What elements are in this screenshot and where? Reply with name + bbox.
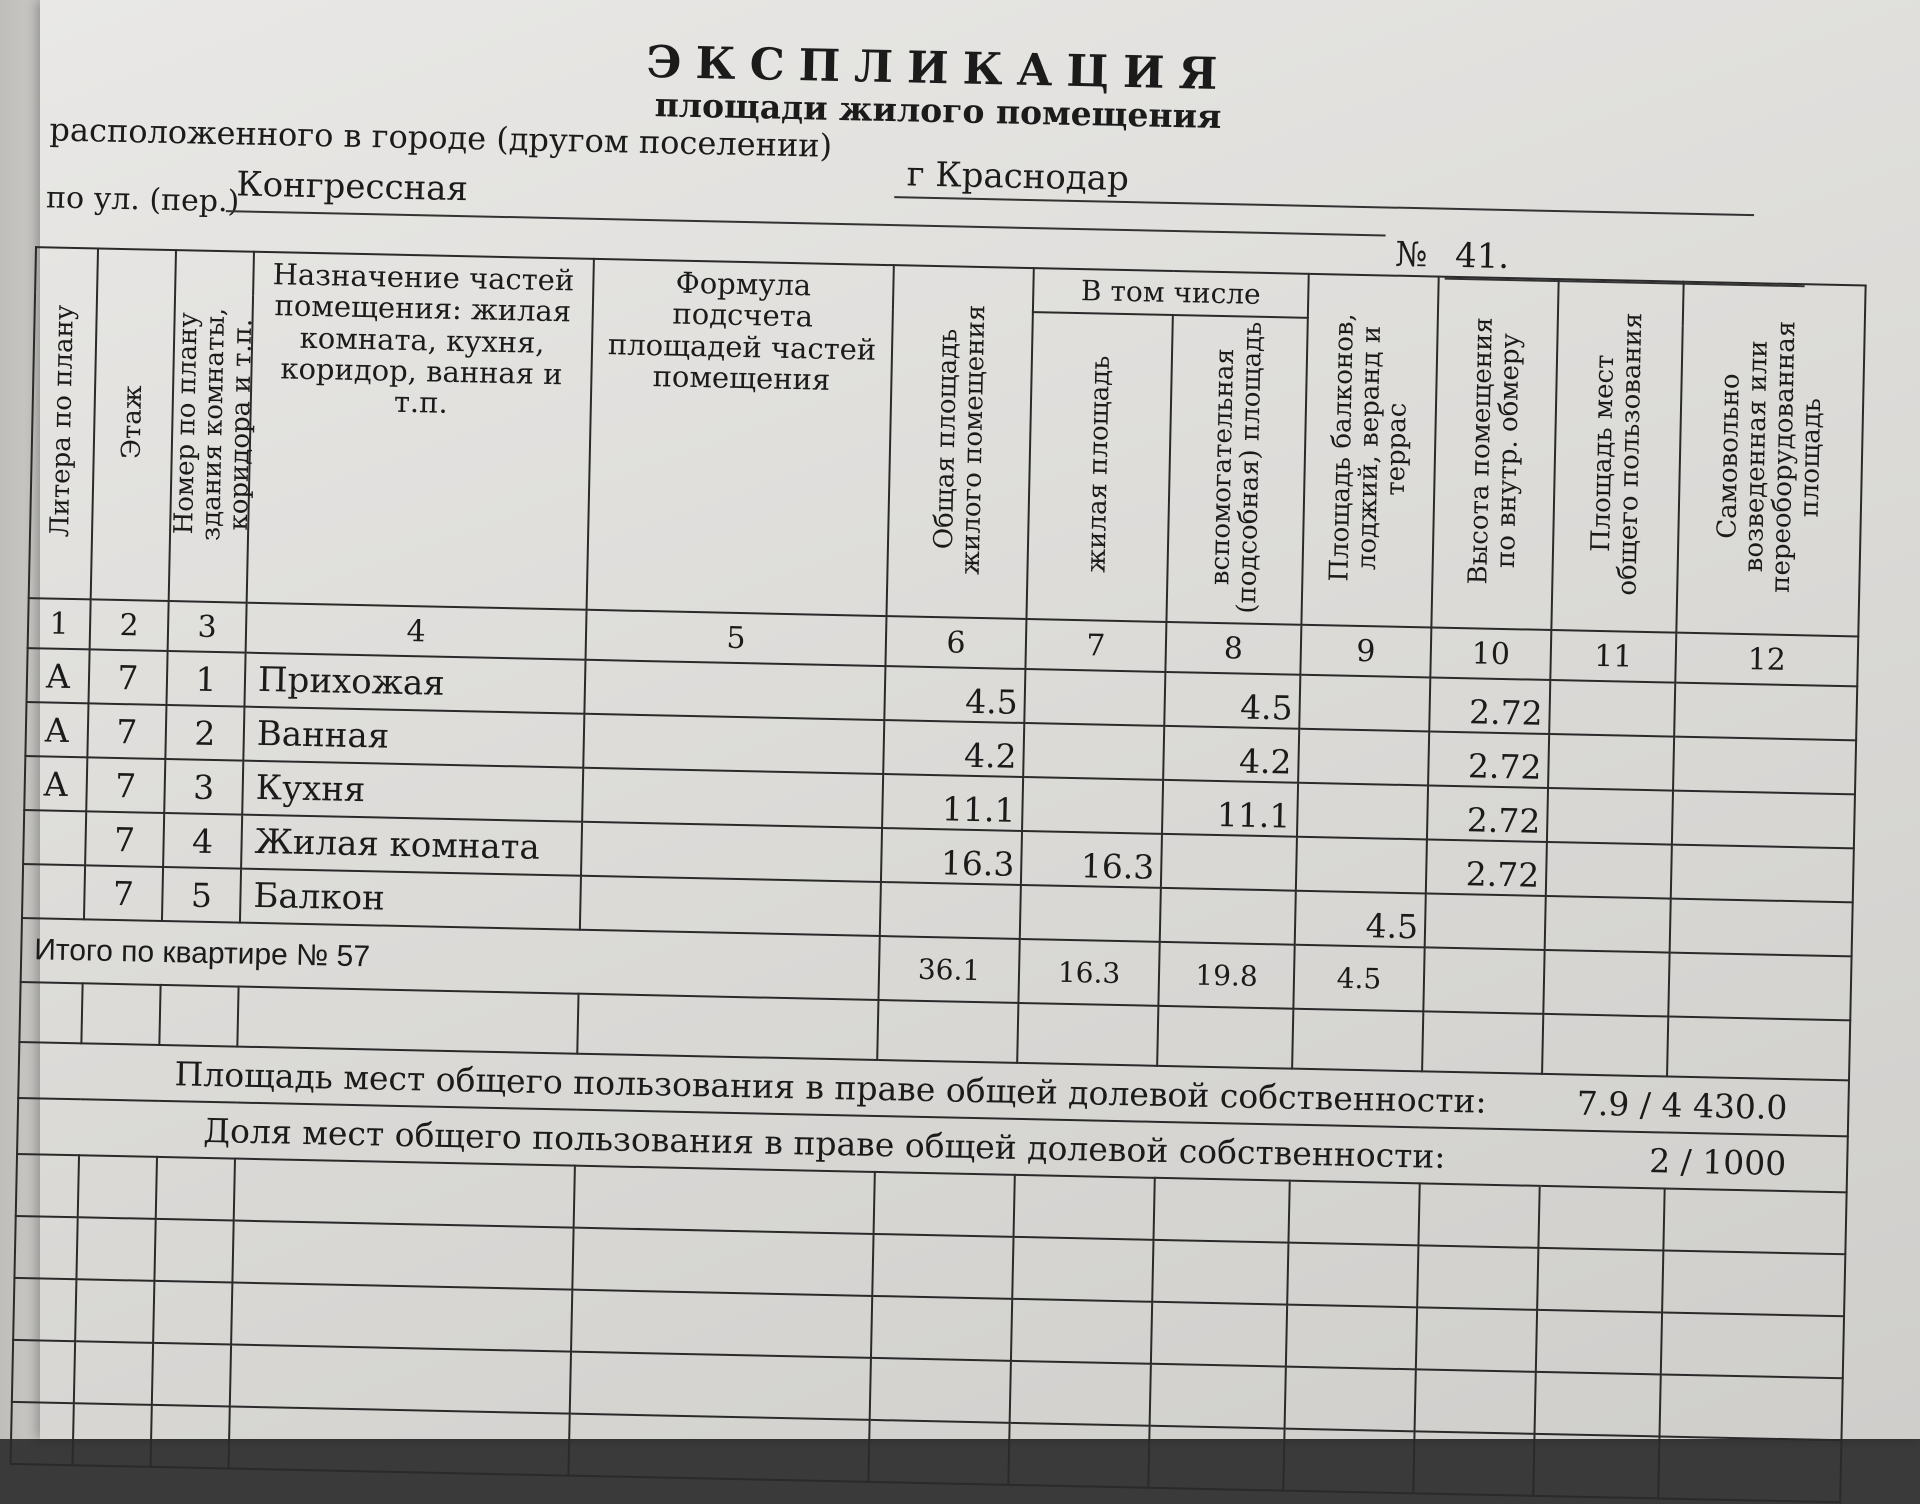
aux-area-cell: 4.2 (1163, 726, 1299, 783)
living-area-cell (1020, 885, 1161, 942)
col-number: 10 (1430, 628, 1551, 681)
col-number: 6 (885, 616, 1026, 669)
col-number: 11 (1550, 630, 1676, 683)
col-header-1: Литера по плану (29, 247, 98, 600)
living-area-cell (1023, 723, 1164, 780)
col-number: 7 (1025, 619, 1166, 672)
col-number: 8 (1165, 622, 1301, 675)
common-area-cell (1549, 680, 1675, 737)
col-header-8: вспомогательная (подсобная) площадь (1166, 315, 1307, 625)
col-header-5: Формула подсчета площадей частей помещения (587, 259, 894, 617)
city-value: г Краснодар (906, 154, 1130, 200)
document-title: ЭКСПЛИКАЦИЯ (646, 36, 1232, 101)
aux-area-cell (1160, 888, 1296, 945)
city-underline (894, 196, 1754, 216)
col-header-10: Высота помещения по внутр. обмеру (1431, 277, 1558, 631)
living-area-cell (1024, 669, 1165, 726)
street-value: Конгрессная (235, 164, 469, 210)
explication-table (10, 246, 1867, 1503)
common-area-cell (1546, 842, 1672, 899)
location-label: расположенного в городе (другом поселении) (49, 110, 833, 165)
total-area-cell: 16.3 (881, 828, 1022, 885)
total-area-cell (880, 882, 1021, 939)
room-name-cell: Кухня (242, 761, 583, 822)
col-number: 3 (168, 601, 247, 653)
formula-cell (581, 822, 882, 882)
floor-cell: 7 (88, 650, 167, 706)
unauthorized-area-cell (1671, 845, 1854, 903)
room-number-cell: 2 (165, 705, 244, 761)
room-number-cell: 4 (163, 813, 242, 869)
col-number: 4 (246, 603, 587, 660)
unauthorized-area-cell (1672, 791, 1855, 849)
room-name-cell: Прихожая (244, 653, 585, 714)
room-number-cell: 5 (162, 867, 241, 923)
balcony-area-sum: 4.5 (1293, 945, 1424, 1012)
share-label: Доля мест общего пользования в праве общей долевой собственности: (17, 1098, 1541, 1186)
document-sheet (33, 0, 1920, 1439)
document-subtitle: площади жилого помещения (654, 85, 1222, 136)
living-area-cell (1022, 777, 1163, 834)
litera-cell: А (26, 648, 89, 703)
col-header-7: жилая площадь (1026, 312, 1172, 622)
aux-area-sum: 19.8 (1158, 942, 1294, 1009)
street-label: по ул. (пер.) (45, 180, 240, 220)
formula-cell (580, 876, 881, 936)
col-header-3: Номер по плану здания комнаты, коридора и т.п. (169, 250, 254, 603)
room-name-cell: Жилая комната (241, 815, 582, 876)
total-area-cell: 11.1 (882, 774, 1023, 831)
room-name-cell: Ванная (243, 707, 584, 768)
common-area-label: Площадь мест общего пользования в праве общей долевой собственности: (18, 1042, 1542, 1130)
height-cell: 2.72 (1427, 786, 1548, 843)
common-area-value: 7.9 / 4 430.0 (1541, 1074, 1849, 1136)
floor-cell: 7 (86, 758, 165, 814)
formula-cell (582, 768, 883, 828)
room-name-cell: Балкон (240, 869, 581, 930)
total-area-sum: 36.1 (878, 936, 1019, 1003)
col-header-9: Площадь балконов, лоджий, веранд и террас (1301, 274, 1438, 628)
col-number: 1 (28, 598, 91, 649)
formula-cell (583, 714, 884, 774)
balcony-area-cell (1299, 675, 1430, 732)
litera-cell (23, 810, 86, 865)
total-area-cell: 4.2 (883, 720, 1024, 777)
col-number: 2 (90, 600, 169, 652)
litera-cell: А (24, 756, 87, 811)
litera-cell: А (25, 702, 88, 757)
house-number-label: № (1394, 234, 1428, 276)
aux-area-cell (1161, 834, 1297, 891)
col-header-4: Назначение частей помещения: жилая комната, кухня, коридор, ванная и т.п. (247, 252, 594, 610)
balcony-area-cell: 4.5 (1295, 891, 1426, 948)
unauthorized-area-cell (1674, 683, 1857, 741)
height-cell (1425, 894, 1546, 951)
col-number: 5 (586, 610, 887, 666)
unauthorized-area-cell (1673, 737, 1856, 795)
common-area-cell (1548, 734, 1674, 791)
floor-cell: 7 (84, 866, 163, 922)
aux-area-cell: 11.1 (1162, 780, 1298, 837)
height-cell: 2.72 (1429, 678, 1550, 735)
share-value: 2 / 1000 (1540, 1130, 1848, 1192)
balcony-area-cell (1296, 837, 1427, 894)
litera-cell (22, 864, 85, 919)
common-area-cell (1545, 896, 1671, 953)
col-header-12: Самовольно возведенная или переоборудованная площадь (1676, 282, 1865, 637)
balcony-area-cell (1297, 783, 1428, 840)
floor-cell: 7 (85, 812, 164, 868)
total-label: Итого по квартире № 57 (21, 918, 880, 1000)
height-cell: 2.72 (1428, 732, 1549, 789)
col-number: 9 (1300, 625, 1431, 678)
unauthorized-area-cell (1670, 899, 1853, 957)
header-row-1 (35, 247, 1866, 329)
formula-cell (584, 660, 885, 720)
col-header-2: Этаж (91, 248, 176, 601)
living-area-sum: 16.3 (1018, 939, 1159, 1006)
common-area-cell (1547, 788, 1673, 845)
living-area-cell: 16.3 (1021, 831, 1162, 888)
height-cell: 2.72 (1426, 840, 1547, 897)
col-header-11: Площадь мест общего пользования (1551, 279, 1683, 633)
total-area-cell: 4.5 (884, 666, 1025, 723)
col-number: 12 (1675, 633, 1858, 687)
room-number-cell: 1 (166, 651, 245, 707)
aux-area-cell: 4.5 (1164, 672, 1300, 729)
col-group-header: В том числе (1033, 268, 1309, 318)
street-underline (226, 210, 1386, 236)
balcony-area-cell (1298, 729, 1429, 786)
room-number-cell: 3 (164, 759, 243, 815)
col-header-6: Общая площадь жилого помещения (886, 265, 1033, 619)
floor-cell: 7 (87, 704, 166, 760)
house-number-value: 41. (1454, 235, 1510, 278)
document-content (0, 10, 1909, 1469)
